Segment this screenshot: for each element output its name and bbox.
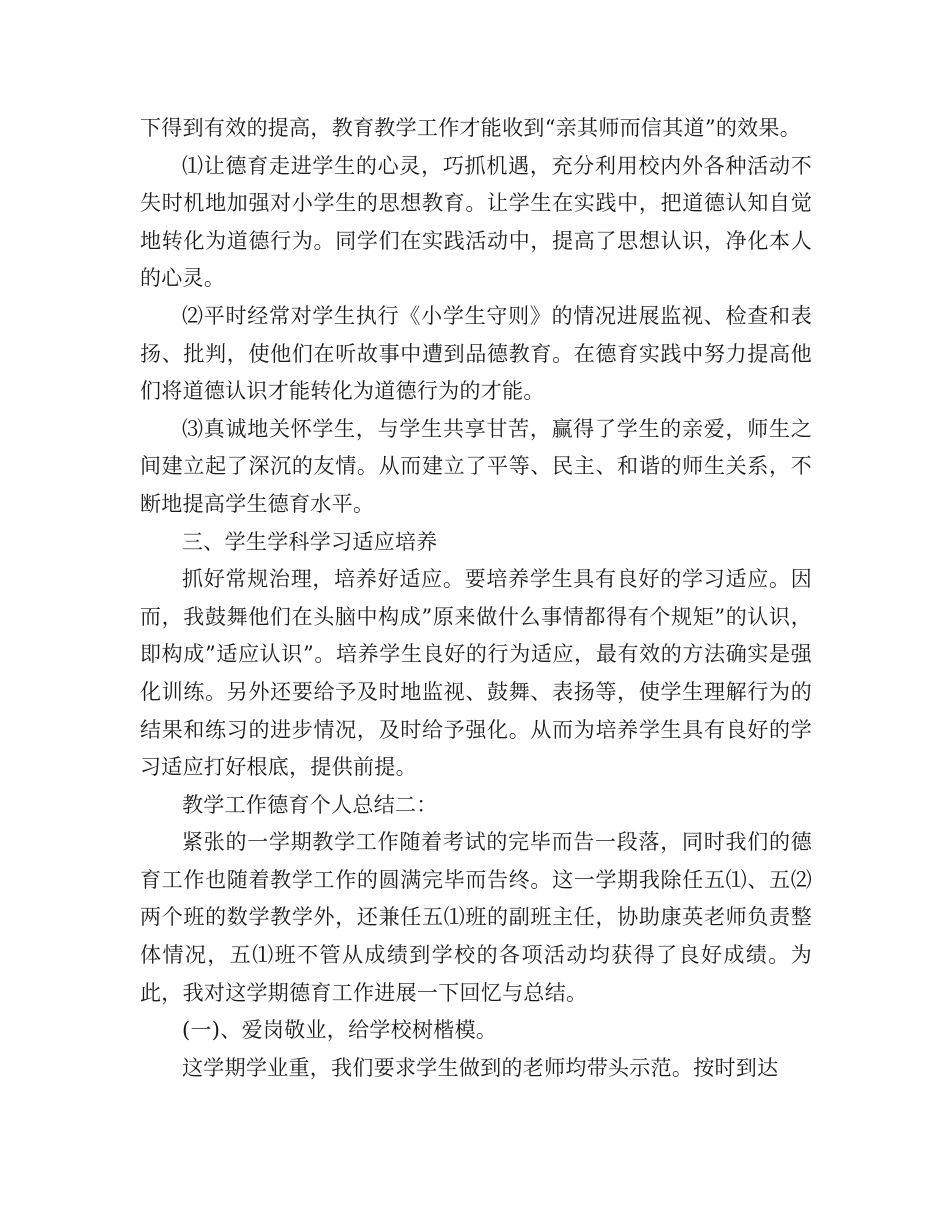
document-body [140, 110, 812, 1087]
subsection-heading: (一)、爱岗敬业，给学校树楷模。 [182, 1018, 498, 1043]
paragraph-item-2: ⑵平时经常对学生执行《小学生守则》的情况进展监视、检查和表扬、批判，使他们在听故事中遭到品德教育。在德育实践中努力提高他们将道德认识才能转化为道德行为的才能。 [140, 303, 812, 404]
paragraph-item-3: ⑶真诚地关怀学生，与学生共享甘苦，赢得了学生的亲爱，师生之间建立起了深沉的友情。从而建立了平等、民主、和谐的师生关系，不断地提高学生德育水平。 [140, 416, 812, 516]
paragraph-continuation: 下得到有效的提高，教育教学工作才能收到“亲其师而信其道”的效果。 [140, 116, 802, 140]
paragraph-item-1: ⑴让德育走进学生的心灵，巧抓机遇，充分利用校内外各种活动不失时机地加强对小学生的思想教育。让学生在实践中，把道德认知自觉地转化为道德行为。同学们在实践活动中，提高了思想认识，净化本人的心灵。 [140, 153, 812, 291]
paragraph-final: 这学期学业重，我们要求学生做到的老师均带头示范。按时到达 [182, 1055, 779, 1080]
paragraph-semester: 紧张的一学期教学工作随着考试的完毕而告一段落，同时我们的德育工作也随着教学工作的圆满完毕而告终。这一学期我除任五⑴、五⑵两个班的数学教学外，还兼任五⑴班的副班主任，协助康英老师负责整体情况，五⑴班不管从成绩到学校的各项活动均获得了良好成绩。为此，我对这学期德育工作进展一下回忆与总结。 [140, 830, 812, 1005]
section-heading: 三、学生学科学习适应培养 [182, 529, 438, 554]
summary-two-heading: 教学工作德育个人总结二： [182, 792, 438, 817]
paragraph-habits: 抓好常规治理，培养好适应。要培养学生具有良好的学习适应。因而，我鼓舞他们在头脑中构成”原来做什么事情都得有个规矩”的认识，即构成”适应认识”。培养学生良好的行为适应，最有效的方法确实是强化训练。另外还要给予及时地监视、鼓舞、表扬等，使学生理解行为的结果和练习的进步情况，及时给予强化。从而为培养学生具有良好的学习适应打好根底，提供前提。 [140, 567, 812, 780]
